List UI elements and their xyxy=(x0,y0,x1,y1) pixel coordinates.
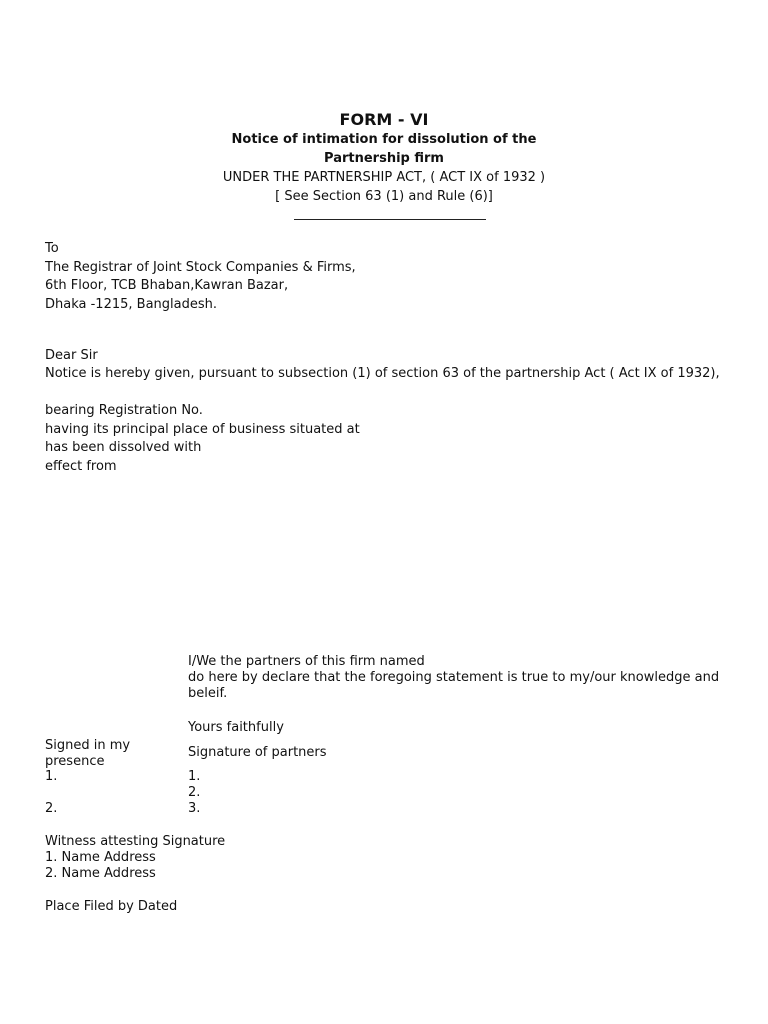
declaration-block xyxy=(188,654,719,702)
witness-line2: 2. Name Address xyxy=(45,866,156,881)
address-to: To xyxy=(45,241,59,256)
address-line1: The Registrar of Joint Stock Companies & Firms, xyxy=(45,259,356,275)
signature-partners-label: Signature of partners xyxy=(188,745,327,760)
yours-faithfully: Yours faithfully xyxy=(188,720,284,735)
declare-line1: do here by declare that the foregoing statement is true to my/our knowledge and xyxy=(188,670,720,685)
declare-line2: beleif. xyxy=(188,686,228,701)
witness-line1: 1. Name Address xyxy=(45,850,156,865)
act-line: UNDER THE PARTNERSHIP ACT, ( ACT IX of 1932 ) xyxy=(222,170,546,185)
signed-presence-line1: Signed in my xyxy=(45,738,131,753)
place-filed-line: Place Filed by Dated xyxy=(45,899,178,914)
form-subtitle-line1: Notice of intimation for dissolution of the xyxy=(231,132,537,147)
partner-item: 1. xyxy=(188,769,201,784)
partner-item: 3. xyxy=(188,801,201,816)
address-line3: Dhaka -1215, Bangladesh. xyxy=(45,296,218,312)
address-line2: 6th Floor, TCB Bhaban,Kawran Bazar, xyxy=(45,278,289,293)
principal-place-line: having its principal place of business situated at xyxy=(45,421,360,437)
firm-named-line: I/We the partners of this firm named xyxy=(188,654,425,669)
notice-details xyxy=(45,402,360,476)
effect-from-line: effect from xyxy=(45,458,117,474)
section-line: [ See Section 63 (1) and Rule (6)] xyxy=(275,189,493,204)
witness-block xyxy=(45,834,225,882)
registration-line: bearing Registration No. xyxy=(45,403,203,418)
form-subtitle-line2: Partnership firm xyxy=(324,151,444,166)
witness-heading: Witness attesting Signature xyxy=(45,834,226,849)
partner-signature-list xyxy=(188,769,200,817)
header-underline xyxy=(294,219,486,220)
signed-presence-line2: presence xyxy=(45,754,105,769)
presence-item: 2. xyxy=(45,801,58,816)
notice-body: Notice is hereby given, pursuant to subsection (1) of section 63 of the partnership Act ( Act IX of 1932), xyxy=(45,366,720,381)
dissolved-line: has been dissolved with xyxy=(45,440,202,455)
salutation: Dear Sir xyxy=(45,348,98,363)
signed-presence-label xyxy=(45,738,130,770)
form-title: FORM - VI xyxy=(339,110,429,129)
address-block xyxy=(45,240,356,314)
partner-item: 2. xyxy=(188,785,201,800)
presence-item: 1. xyxy=(45,769,58,784)
